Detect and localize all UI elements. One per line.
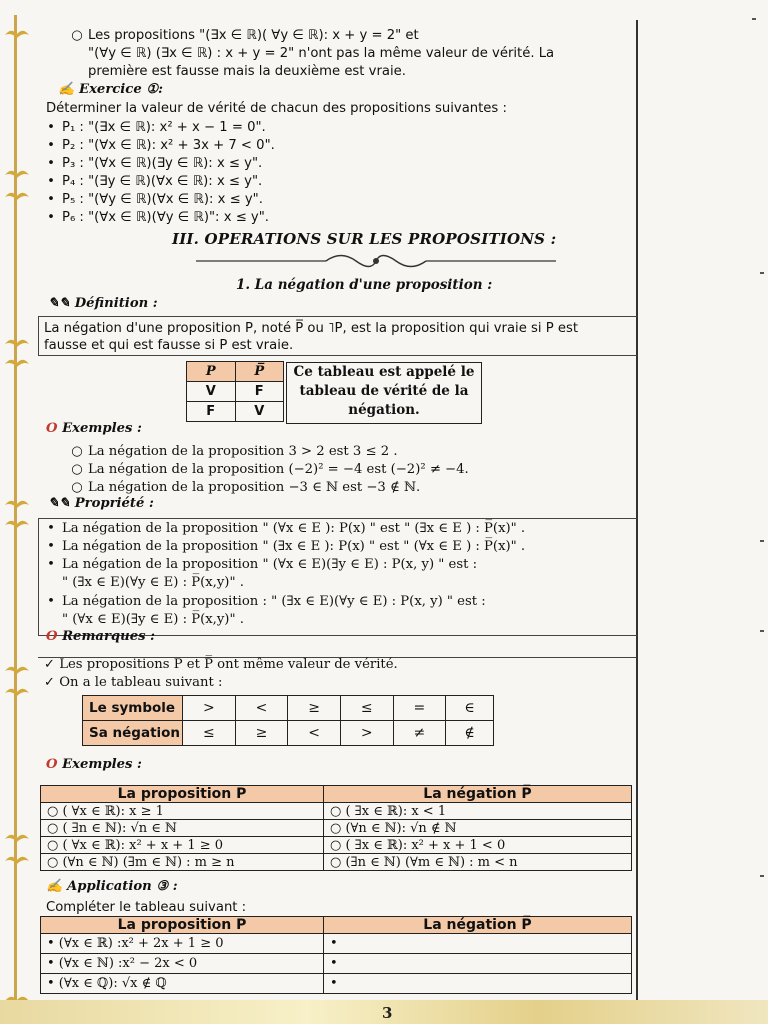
ornament-icon	[3, 662, 31, 680]
application-instruction: Compléter le tableau suivant :	[46, 900, 247, 915]
ornament-separator-icon	[196, 250, 556, 272]
margin-dot	[760, 540, 764, 542]
examples-heading: O Exemples :	[46, 757, 142, 772]
truth-table-note: Ce tableau est appelé le tableau de vérité de la négation.	[286, 362, 482, 424]
table-row	[41, 934, 632, 954]
truth-table-header: P̅	[235, 362, 284, 382]
intro-line: ○ Les propositions "(∃x ∈ ℝ)( ∀y ∈ ℝ): x + y = 2" et	[66, 27, 419, 44]
property-item-continuation: " (∃x ∈ E)(∀y ∈ E) : P̅(x,y)" .	[62, 575, 244, 590]
section-title: III. OPERATIONS SUR LES PROPOSITIONS :	[172, 230, 557, 248]
truth-table-cell: V	[235, 402, 284, 422]
truth-table-cell: F	[187, 402, 236, 422]
application-table	[40, 916, 632, 994]
symbol-cell: ∈	[446, 696, 494, 721]
remarks-heading: O Remarques :	[46, 629, 155, 644]
symbol-cell: =	[393, 696, 446, 721]
answer-cell[interactable]: •	[324, 954, 632, 974]
table-cell: • (∀x ∈ ℝ) :x² + 2x + 1 ≥ 0	[41, 934, 324, 954]
table-cell: ○ (∀n ∈ ℕ): √n ∉ ℕ	[324, 820, 632, 837]
exercise-item: • P₃ : "(∀x ∈ ℝ)(∃y ∈ ℝ): x ≤ y".	[47, 156, 263, 171]
exercise-item: • P₅ : "(∀y ∈ ℝ)(∀x ∈ ℝ): x ≤ y".	[47, 192, 263, 207]
table-row	[41, 837, 632, 854]
checkmark-icon: ✓	[44, 675, 60, 690]
property-heading: ✎✎ Propriété :	[48, 496, 154, 511]
pen-icon: ✍	[58, 82, 80, 97]
answer-cell[interactable]: •	[324, 974, 632, 994]
table-header: La proposition P	[41, 786, 324, 803]
ornament-icon	[3, 26, 31, 44]
table-cell: ○ (∃n ∈ ℕ) (∀m ∈ ℕ) : m < n	[324, 854, 632, 871]
pencils-icon: ✎✎	[48, 496, 75, 511]
truth-table	[186, 361, 284, 422]
intro-line: "(∀y ∈ ℝ) (∃x ∈ ℝ) : x + y = 2" n'ont pas la même valeur de vérité. La	[88, 46, 555, 61]
table-cell: ○ ( ∃x ∈ ℝ): x < 1	[324, 803, 632, 820]
symbol-cell: >	[340, 721, 393, 746]
table-cell: ○ ( ∃x ∈ ℝ): x² + x + 1 < 0	[324, 837, 632, 854]
ornament-icon	[3, 496, 31, 514]
exercise-item: • P₂ : "(∀x ∈ ℝ): x² + 3x + 7 < 0".	[47, 138, 275, 153]
table-row	[41, 803, 632, 820]
truth-table-header: P	[187, 362, 236, 382]
page-number: 3	[382, 1004, 393, 1022]
circle-marker-icon: O	[46, 421, 63, 436]
remark-item: ✓ On a le tableau suivant :	[44, 675, 223, 690]
truth-table-cell: V	[187, 382, 236, 402]
table-row	[41, 854, 632, 871]
property-item: • La négation de la proposition " (∃x ∈ E ): P(x) " est " (∀x ∈ E ) : P̅(x)" .	[47, 539, 526, 554]
example-item: ○ La négation de la proposition (−2)² = −4 est (−2)² ≠ −4.	[71, 462, 469, 477]
ornament-icon	[3, 166, 31, 184]
answer-cell[interactable]: •	[324, 934, 632, 954]
margin-dot	[760, 875, 764, 877]
exercise-item: • P₄ : "(∃y ∈ ℝ)(∀x ∈ ℝ): x ≤ y".	[47, 174, 263, 189]
symbol-cell: <	[235, 696, 288, 721]
table-row	[41, 954, 632, 974]
symbol-table-label: Le symbole	[83, 696, 183, 721]
definition-heading: ✎✎ Définition :	[48, 296, 158, 311]
definition-line: La négation d'une proposition P, noté P̅ ou ˥P, est la proposition qui vraie si P est	[44, 321, 579, 336]
examples-heading: O Exemples :	[46, 421, 142, 436]
definition-line: fausse et qui est fausse si P est vraie.	[44, 338, 294, 353]
symbol-table	[82, 695, 494, 746]
circle-marker-icon: O	[46, 757, 63, 772]
right-margin-line	[636, 20, 638, 1010]
exercise-heading: ✍ Exercice ①:	[58, 82, 164, 97]
symbol-cell: >	[183, 696, 236, 721]
symbol-cell: <	[288, 721, 341, 746]
pen-icon: ✍	[46, 879, 68, 894]
exercise-item: • P₁ : "(∃x ∈ ℝ): x² + x − 1 = 0".	[47, 120, 266, 135]
pencils-icon: ✎✎	[48, 296, 75, 311]
margin-dot	[760, 272, 764, 274]
table-header: La négation P̅	[324, 786, 632, 803]
table-row	[41, 974, 632, 994]
intro-line: première est fausse mais la deuxième est vraie.	[88, 64, 406, 79]
symbol-table-label: Sa négation	[83, 721, 183, 746]
symbol-cell: ≥	[288, 696, 341, 721]
application-heading: ✍ Application ③ :	[46, 879, 178, 894]
section-subtitle: 1. La négation d'une proposition :	[236, 277, 493, 293]
symbol-cell: ∉	[446, 721, 494, 746]
table-cell: • (∀x ∈ ℚ): √x ∉ ℚ	[41, 974, 324, 994]
negation-examples-table	[40, 785, 632, 871]
ornament-icon	[3, 684, 31, 702]
example-item: ○ La négation de la proposition −3 ∈ ℕ est −3 ∉ ℕ.	[71, 480, 421, 495]
property-item: • La négation de la proposition : " (∃x ∈ E)(∀y ∈ E) : P(x, y) " est :	[47, 594, 486, 609]
symbol-cell: ≥	[235, 721, 288, 746]
table-header: La proposition P	[41, 917, 324, 934]
symbol-cell: ≠	[393, 721, 446, 746]
ornament-icon	[3, 355, 31, 373]
symbol-cell: ≤	[183, 721, 236, 746]
exercise-instruction: Déterminer la valeur de vérité de chacun des propositions suivantes :	[46, 101, 507, 116]
property-item: • La négation de la proposition " (∀x ∈ E)(∃y ∈ E) : P(x, y) " est :	[47, 557, 478, 572]
margin-dot	[760, 630, 764, 632]
ornament-icon	[3, 335, 31, 353]
remark-item: ✓ Les propositions P et P̿ ont même valeur de vérité.	[44, 657, 398, 672]
symbol-cell: ≤	[340, 696, 393, 721]
truth-table-cell: F	[235, 382, 284, 402]
table-cell: ○ ( ∃n ∈ ℕ): √n ∈ ℕ	[41, 820, 324, 837]
circle-bullet-icon: ○	[71, 28, 83, 43]
table-cell: ○ ( ∀x ∈ ℝ): x ≥ 1	[41, 803, 324, 820]
margin-dot	[752, 18, 756, 20]
table-cell: ○ (∀n ∈ ℕ) (∃m ∈ ℕ) : m ≥ n	[41, 854, 324, 871]
ornament-icon	[3, 830, 31, 848]
property-item-continuation: " (∀x ∈ E)(∃y ∈ E) : P̅(x,y)" .	[62, 612, 244, 627]
ornament-icon	[3, 852, 31, 870]
property-item: • La négation de la proposition " (∀x ∈ E ): P(x) " est " (∃x ∈ E ) : P̅(x)" .	[47, 521, 526, 536]
example-item: ○ La négation de la proposition 3 > 2 est 3 ≤ 2 .	[71, 444, 398, 459]
table-cell: • (∀x ∈ ℕ) :x² − 2x < 0	[41, 954, 324, 974]
ornament-icon	[3, 188, 31, 206]
exercise-item: • P₆ : "(∀x ∈ ℝ)(∀y ∈ ℝ)": x ≤ y".	[47, 210, 269, 225]
table-cell: ○ ( ∀x ∈ ℝ): x² + x + 1 ≥ 0	[41, 837, 324, 854]
table-row	[41, 820, 632, 837]
table-header: La négation P̅	[324, 917, 632, 934]
circle-marker-icon: O	[46, 629, 63, 644]
checkmark-icon: ✓	[44, 657, 60, 672]
ornament-icon	[3, 516, 31, 534]
